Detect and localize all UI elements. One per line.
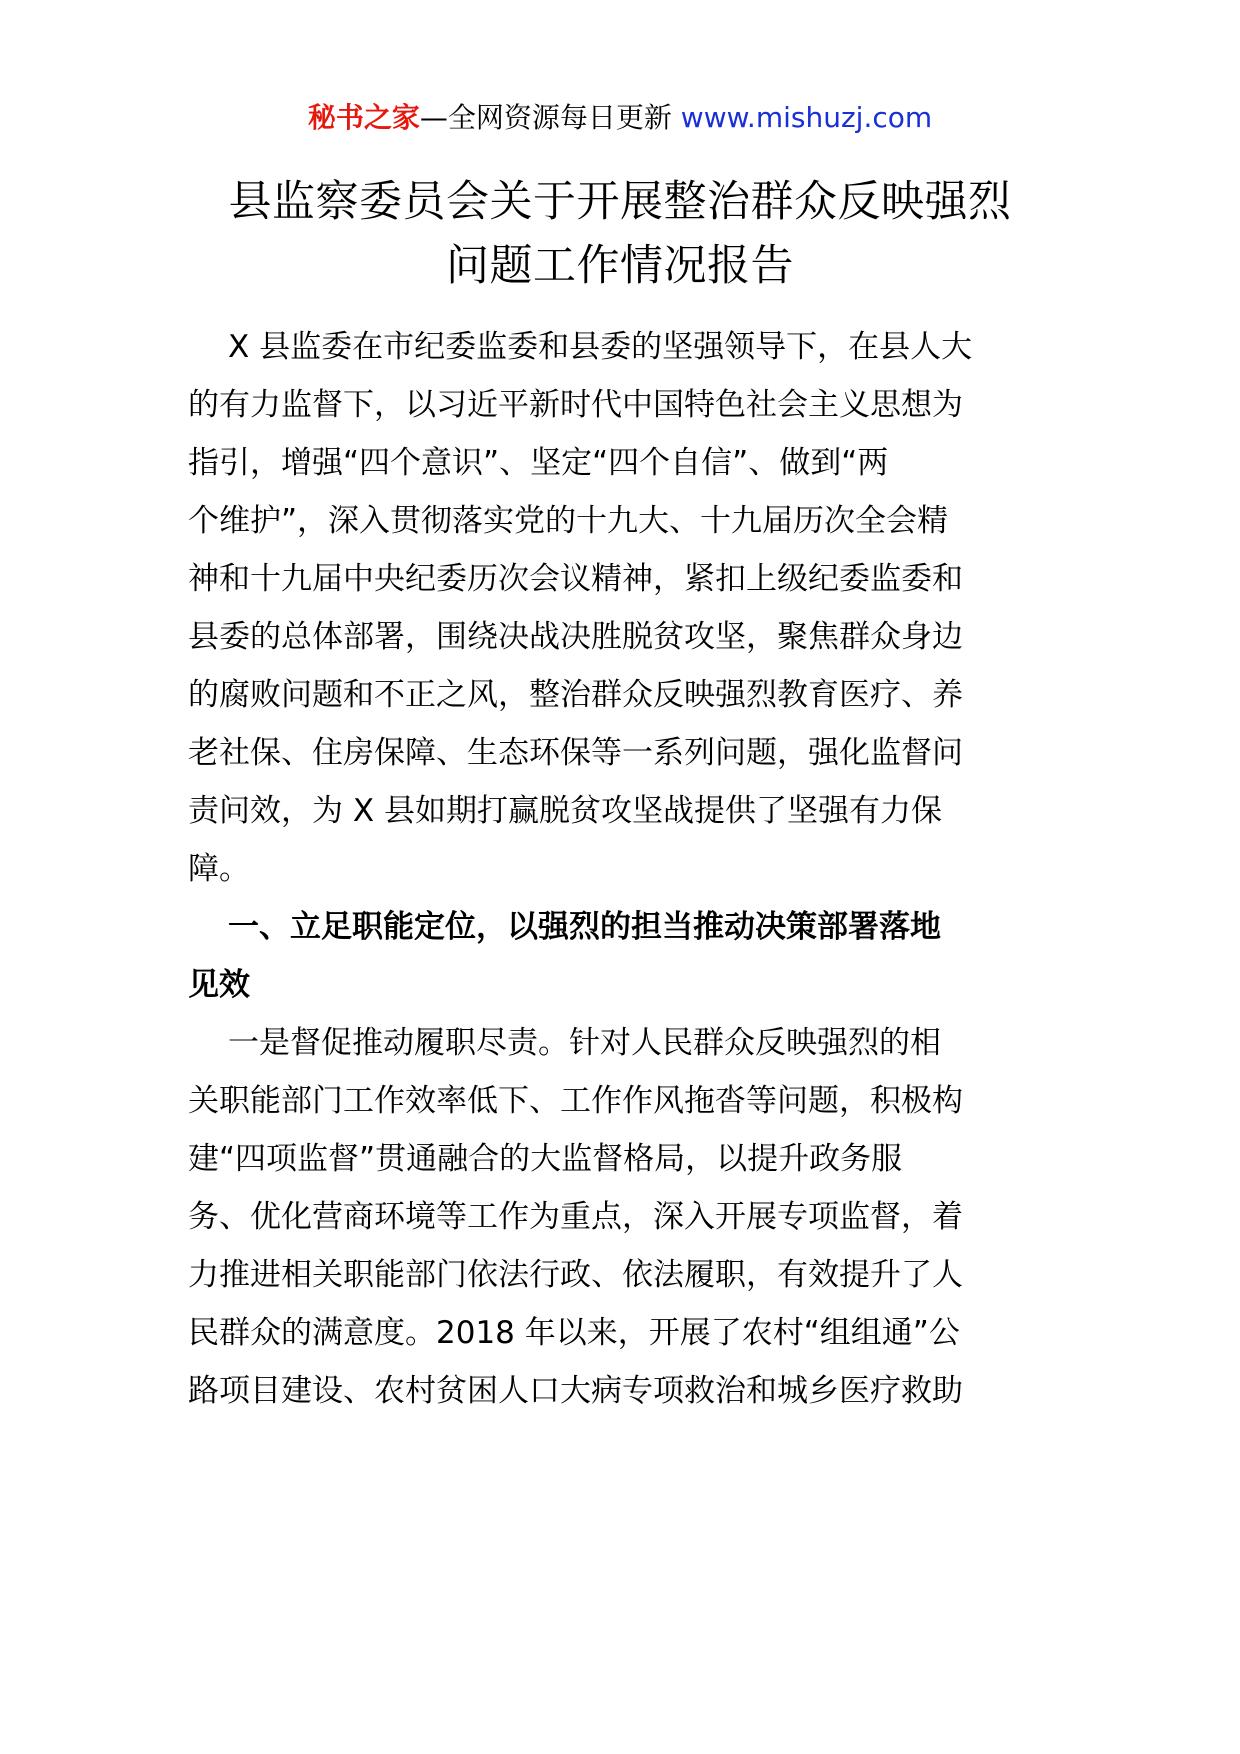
site-banner — [0, 100, 1240, 136]
body-line: 县委的总体部署，围绕决战决胜脱贫攻坚，聚焦群众身边 — [188, 619, 963, 655]
document-title-line-2: 问题工作情况报告 — [446, 241, 794, 291]
body-line: 神和十九届中央纪委历次会议精神，紧扣上级纪委监委和 — [188, 561, 963, 597]
body-line: 的有力监督下，以习近平新时代中国特色社会主义思想为 — [188, 387, 963, 423]
body-line: 建“四项监督”贯通融合的大监督格局，以提升政务服 — [188, 1141, 903, 1177]
body-line: 一是督促推动履职尽责。针对人民群众反映强烈的相 — [228, 1025, 941, 1061]
body-line: 障。 — [188, 851, 250, 887]
body-line: 老社保、住房保障、生态环保等一系列问题，强化监督问 — [188, 735, 963, 771]
body-line: 路项目建设、农村贫困人口大病专项救治和城乡医疗救助 — [188, 1373, 963, 1409]
body-line: X 县监委在市纪委监委和县委的坚强领导下，在县人大 — [228, 329, 973, 365]
body-line: 责问效，为 X 县如期打赢脱贫攻坚战提供了坚强有力保 — [188, 793, 942, 829]
body-line: 民群众的满意度。2018 年以来，开展了农村“组组通”公 — [188, 1315, 960, 1351]
site-tagline: —全网资源每日更新 — [419, 101, 672, 134]
body-line: 务、优化营商环境等工作为重点，深入开展专项监督，着 — [188, 1199, 963, 1235]
body-line: 个维护”，深入贯彻落实党的十九大、十九届历次全会精 — [188, 503, 949, 539]
section-heading-cont: 见效 — [188, 967, 250, 1003]
body-line: 指引，增强“四个意识”、坚定“四个自信”、做到“两 — [188, 445, 889, 481]
document-title-line-1: 县监察委员会关于开展整治群众反映强烈 — [228, 177, 1012, 227]
section-heading: 一、立足职能定位，以强烈的担当推动决策部署落地 — [228, 909, 941, 945]
body-line: 关职能部门工作效率低下、工作作风拖沓等问题，积极构 — [188, 1083, 963, 1119]
site-url[interactable]: www.mishuzj.com — [680, 101, 933, 134]
site-name: 秘书之家 — [307, 101, 420, 134]
body-line: 的腐败问题和不正之风，整治群众反映强烈教育医疗、养 — [188, 677, 963, 713]
body-line: 力推进相关职能部门依法行政、依法履职，有效提升了人 — [188, 1257, 963, 1293]
